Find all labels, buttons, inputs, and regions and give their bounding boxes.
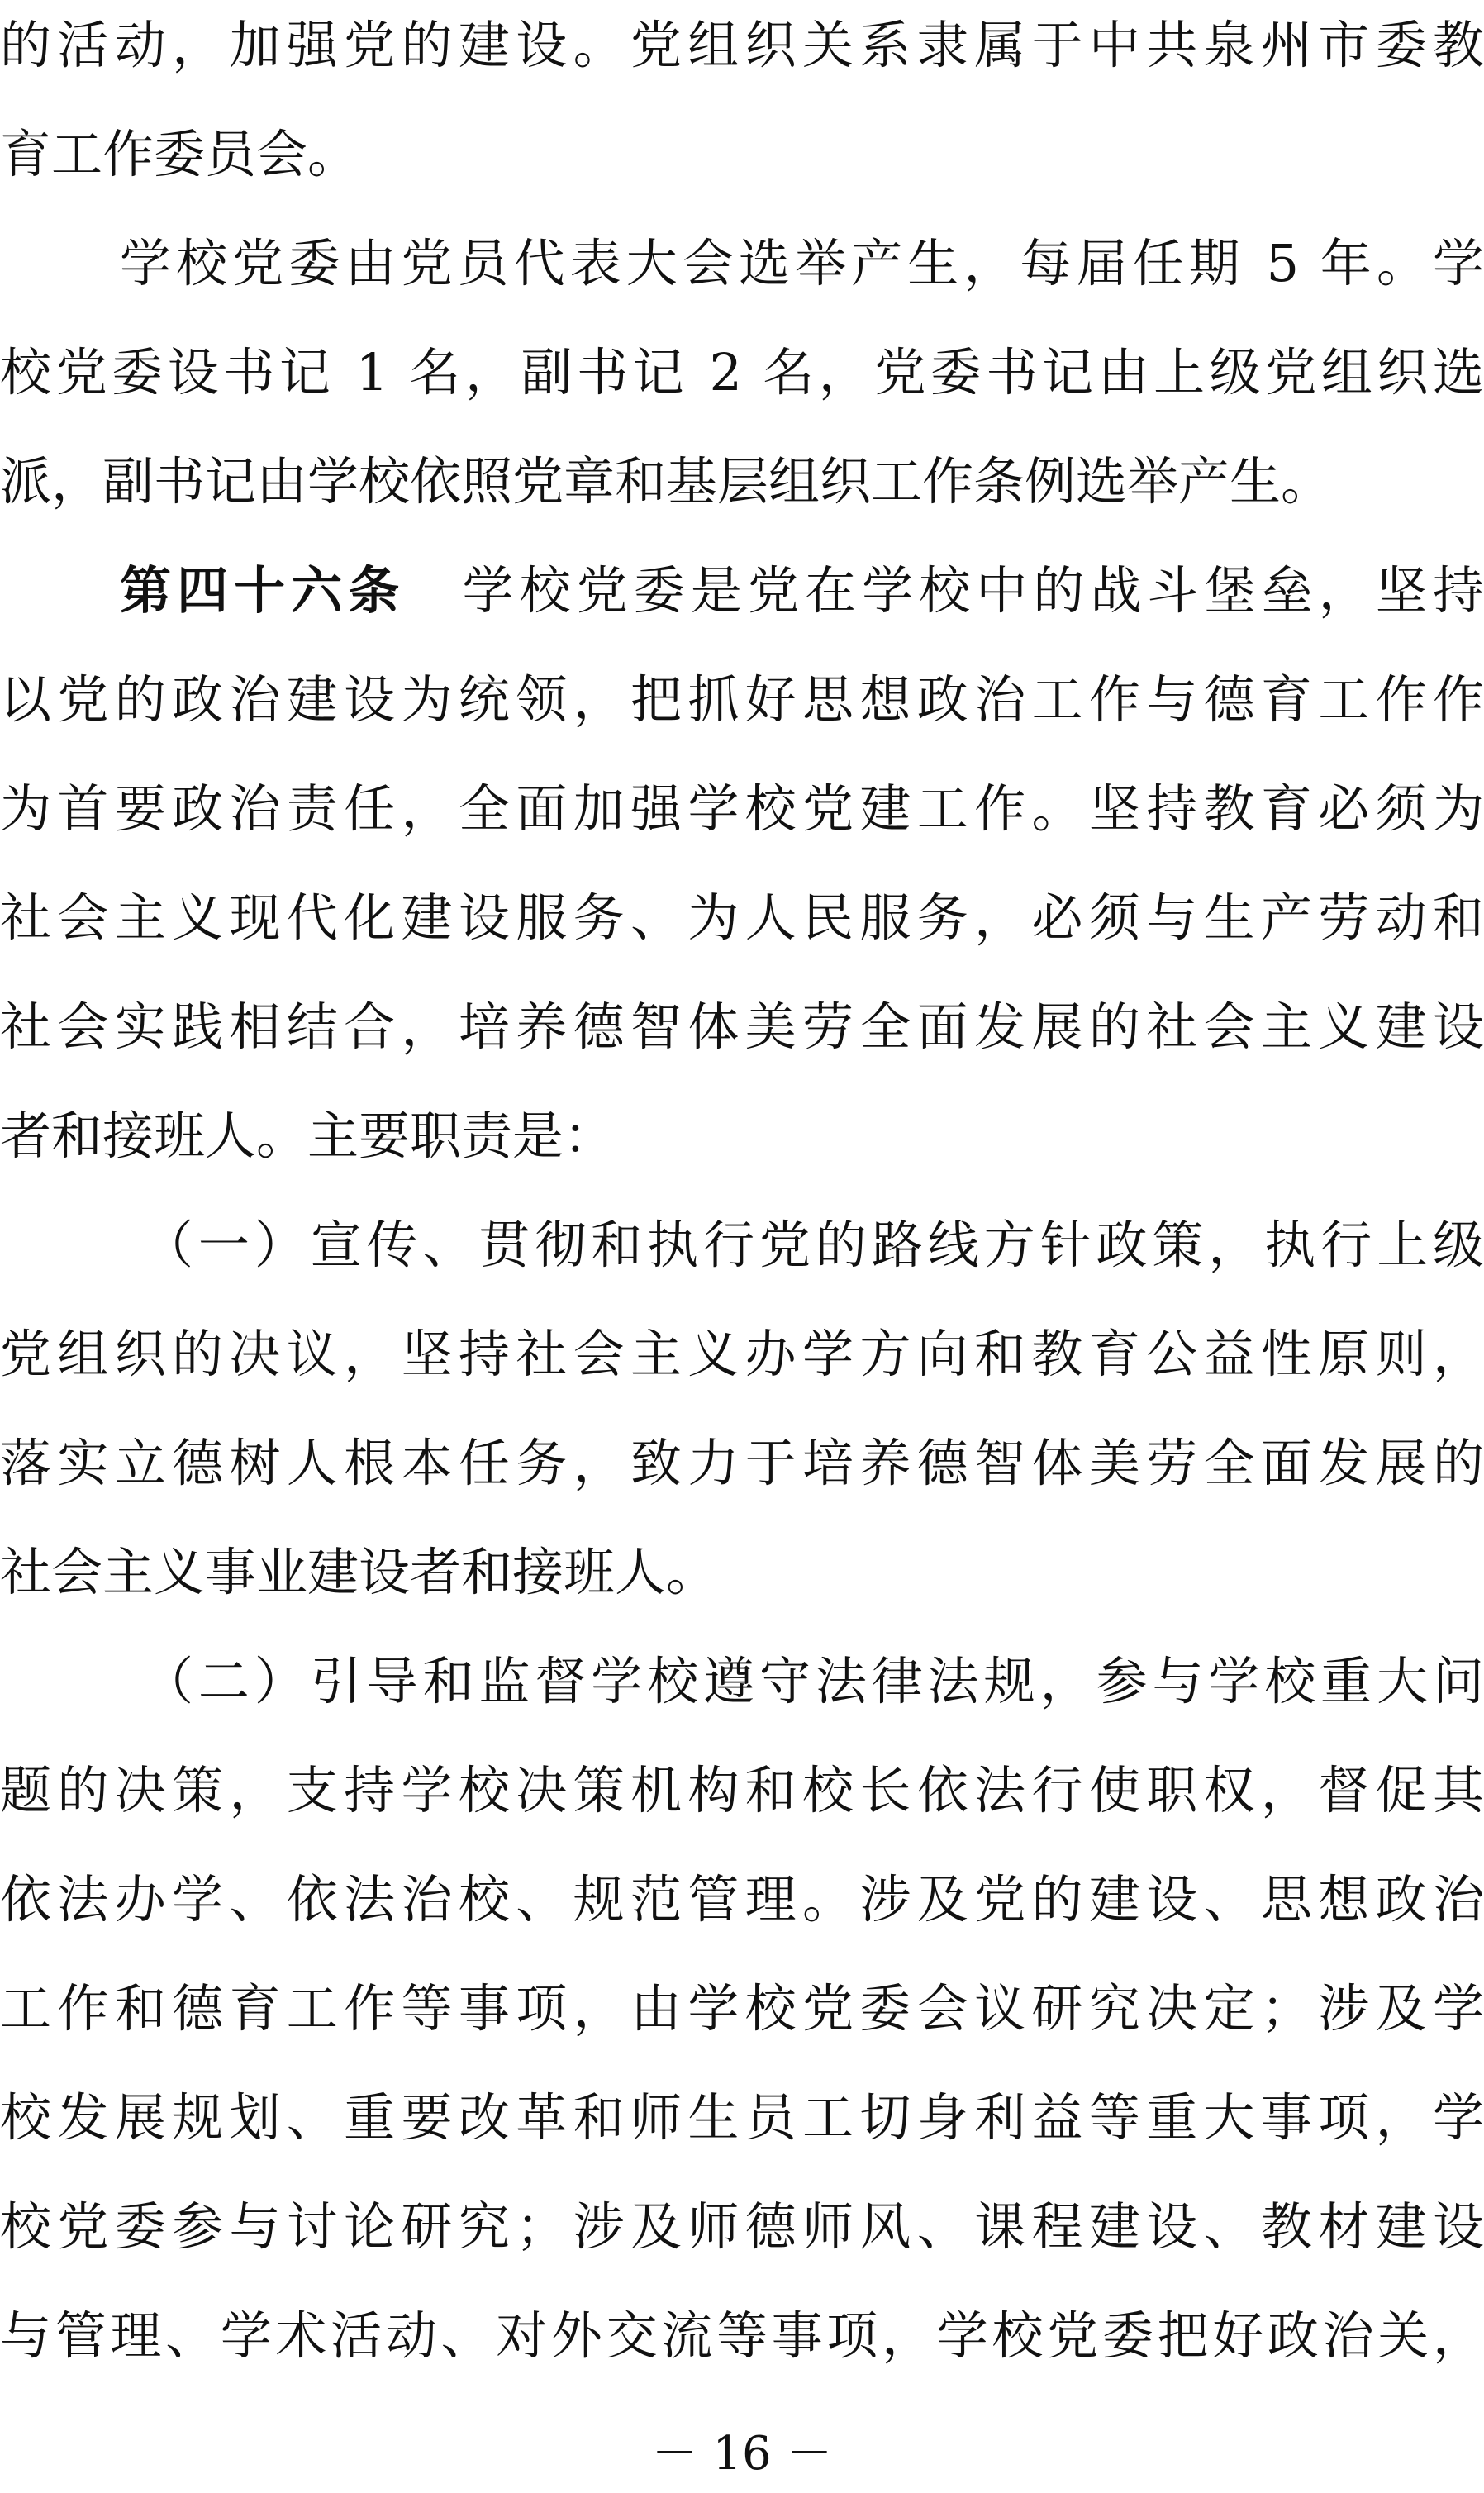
text-line: 社会主义事业建设者和接班人。 [0,1542,718,1602]
spacer [405,560,456,621]
text-line: 派，副书记由学校依照党章和基层组织工作条例选举产生。 [0,451,1333,511]
text-line: 校党委参与讨论研究；涉及师德师风、课程建设、教材建设 [0,2196,1484,2257]
paragraph-first-line: 学校党委由党员代表大会选举产生，每届任期 5 年。学 [120,233,1484,293]
list-item-first-line: （二）引导和监督学校遵守法律法规，参与学校重大问 [142,1651,1484,1711]
text-line: 落实立德树人根本任务，致力于培养德智体美劳全面发展的 [0,1433,1484,1493]
text-line: 党组织的决议，坚持社会主义办学方向和教育公益性原则， [0,1324,1484,1384]
text-line: 校发展规划、重要改革和师生员工切身利益等重大事项，学 [0,2087,1484,2148]
article-heading: 第四十六条 [120,560,406,621]
article-first-line [0,545,1484,636]
text-line: 为首要政治责任，全面加强学校党建工作。坚持教育必须为 [0,778,1484,839]
text-line: 社会实践相结合，培养德智体美劳全面发展的社会主义建设 [0,997,1484,1057]
text-line: 工作和德育工作等事项，由学校党委会议研究决定；涉及学 [0,1978,1484,2039]
text-line: 者和接班人。主要职责是： [0,1106,616,1166]
text-line: 与管理、学术活动、对外交流等事项，学校党委把好政治关， [0,2305,1484,2366]
text-line: 以党的政治建设为统领，把抓好思想政治工作与德育工作作 [0,669,1484,730]
text-line: 题的决策，支持学校决策机构和校长依法行使职权，督促其 [0,1760,1484,1820]
text-line: 社会主义现代化建设服务、为人民服务，必须与生产劳动和 [0,887,1484,948]
article-text: 学校党委是党在学校中的战斗堡垒，坚持 [456,560,1484,621]
text-line: 的活动，加强党的建设。党组织关系隶属于中共泉州市委教 [0,15,1484,75]
text-line: 校党委设书记 1 名，副书记 2 名，党委书记由上级党组织选 [0,342,1484,402]
text-line: 依法办学、依法治校、规范管理。涉及党的建设、思想政治 [0,1869,1484,1929]
list-item-first-line: （一）宣传、贯彻和执行党的路线方针政策，执行上级 [142,1215,1484,1275]
text-line: 育工作委员会。 [0,124,359,184]
page-number: － 16 － [651,2427,833,2481]
